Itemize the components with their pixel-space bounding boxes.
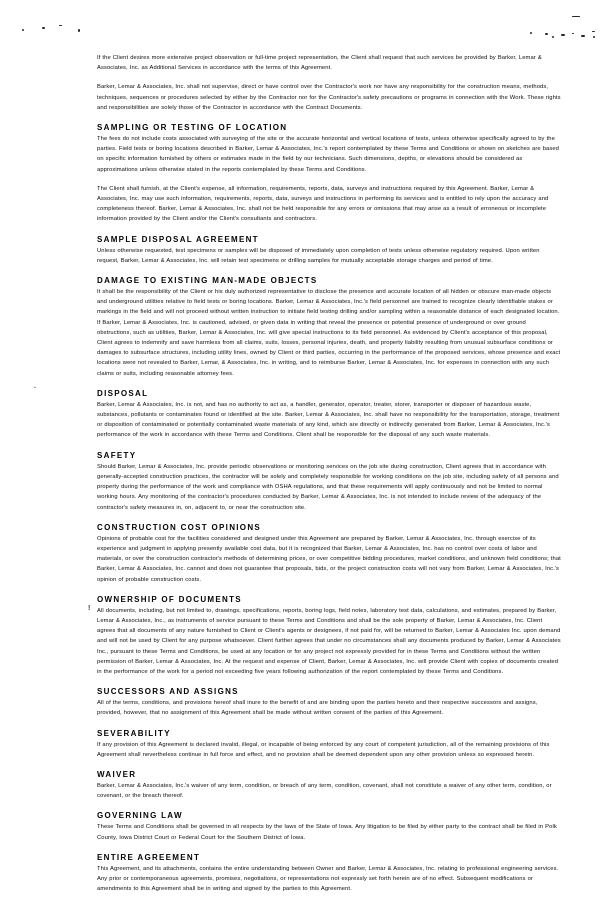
- section-severability: [97, 729, 561, 760]
- scan-noise-speck: [59, 25, 62, 26]
- section-heading: GOVERNING LAW: [97, 811, 183, 821]
- scan-noise-margin-dot: .: [34, 383, 36, 390]
- section-safety: [97, 451, 561, 513]
- scan-noise-speck: [561, 34, 565, 36]
- section-sampling-or-testing-of-location: [97, 123, 561, 225]
- section-paragraph: The fees do not include costs associated with surveying of the site or the accurate horizontal and vertical locations of tests, unless otherwise specifically agreed to by the parties. Field tests or boring locations described in Barker, Lemar & Associates, Inc.'s report contemplated by these Terms and Conditions or shown on sketches are based on specific information furnished by others or estimates made in the field by our technicians. Such dimensions, depths, or elevations should be considered as approximations unless otherwise stated in the reports contemplated by these Terms and Conditions.: [97, 136, 560, 173]
- scan-noise-speck: [572, 16, 580, 17]
- scan-noise-speck: [592, 31, 595, 32]
- section-paragraph: It shall be the responsibility of the Client or his duly authorized representative to disclose the presence and accurate location of all hidden or obscure man-made objects and underground utilities relative to field tests or boring locations. Barker, Lemar & Associates, Inc.'s field personnel are trained to recognize clearly identifiable stakes or markings in the field and will not proceed without written instruction to initiate field testing drilling and/or sampling within a reasonable distance of each designated location. If Barker, Lemar & Associates, Inc. is cautioned, advised, or given data in writing that reveal the presence or potential presence of underground or over ground obstructions, such as utilities, Barker, Lemar & Associates, Inc. will give special instructions to its field personnel. As evidenced by Client's acceptance of this proposal, Client agrees to indemnify and save harmless from all claims, suits, losses, personal injuries, death, and property liability resulting from unusual subsurface conditions or damages to subsurface structures, including utility lines, owned by Client or third parties, occurring in the performance of the proposed services, whose presence and exact locations were not revealed to Barker, Lemar, & Associates, Inc. in writing, and to reimburse Barker, Lemar & Associates, Inc. for expenses in connection with any such claims or suits, including reasonable attorney fees.: [97, 289, 561, 377]
- section-entire-agreement: [97, 853, 561, 895]
- scan-noise-speck: [593, 36, 595, 38]
- section-heading: CONSTRUCTION COST OPINIONS: [97, 522, 262, 532]
- scan-noise-speck: [581, 35, 585, 37]
- section-paragraph: This Agreement, and its attachments, contains the entire understanding between Owner and Barker, Lemar & Associates, Inc. relating to professional engineering services. Any prior or contemporaneous agreements, promises, negotiations, or representations not expressly set forth herein are of no effect. Subsequent modifications or amendments to this Agreement shall be in writing and signed by the parties to this Agreement.: [97, 865, 559, 893]
- section-heading: WAIVER: [97, 769, 137, 779]
- section-heading: SUCCESSORS AND ASSIGNS: [97, 687, 239, 697]
- scan-noise-speck: [42, 27, 45, 29]
- section-paragraph: If any provision of this Agreement is declared invalid, illegal, or incapable of being enforced by any court of competent jurisdiction, all of the remaining provisions of this Agreement shall nevertheless continue in full force and effect, and no provision shall be deemed dependent upon any other provision unless so expressed herein.: [97, 741, 550, 758]
- intro-paragraph: If the Client desires more extensive project observation or full-time project representation, the Client shall request that such services be provided by Barker, Lemar & Associates, Inc. as Additional Services in accordance with the terms of this Agreement.: [97, 55, 542, 72]
- section-ownership-of-documents: [97, 595, 561, 677]
- section-paragraph: Barker, Lemar & Associates, Inc. is not, and has no authority to act as, a handler, generator, operator, treater, storer, transporter or disposer of hazardous waste, substances, pollutants or contaminates found or identified at the site. Barker, Lemar & Associates, Inc. shall have no responsibility for the transportation, storage, treatment or disposition of contaminated or potentially contaminated waste materials of any kind, which are directly or indirectly generated from Barker, Lemar & Associates, Inc.'s performance of the work in accordance with these Terms and Conditions. Client shall be responsible for the disposal of any such waste materials.: [97, 401, 560, 439]
- scan-noise-margin-exclamation: !: [88, 605, 91, 612]
- section-paragraph: Opinions of probable cost for the facilities considered and designed under this Agreement are prepared by Barker, Lemar & Associates, Inc. through exercise of its experience and judgment in applying presently available cost data, but it is recognized that Barker, Lemar & Associates, Inc. has no control over costs of labor and materials, or over the construction contractor's methods of determining prices, or over competitive bidding procedures, market conditions, and unknown field conditions; that Barker, Lemar & Associates, Inc. cannot and does not guarantee that proposals, bids, or the project construction costs will not vary from Barker, Lemar & Associates, Inc.'s opinion of probable construction costs.: [97, 535, 561, 583]
- section-heading: DISPOSAL: [97, 388, 149, 398]
- scan-noise-speck: [572, 33, 574, 34]
- section-paragraph: The Client shall furnish, at the Client's expense, all information, requirements, reports, data, surveys and instructions required by this Agreement. Barker, Lemar & Associates, Inc. may use such information, requirements, reports, data, surveys and instructions in performing its services and is entitled to rely upon the accuracy and completeness thereof. Barker, Lemar & Associates, Inc. shall not be held responsible for any errors or omissions that may arise as a result of erroneous or incomplete information provided by the Client and/or the Client's consultants and contractors.: [97, 185, 549, 223]
- intro-paragraph: Barker, Lemar & Associates, Inc. shall not supervise, direct or have control over the Contractor's work nor have any responsibility for the construction means, methods, techniques, sequences or procedures selected by either by the Contractor nor for the Contractor's safety precautions or programs in connection with the Work. These rights and responsibilities are solely those of the Contractor in accordance with the Contract Documents.: [97, 84, 561, 111]
- section-heading: SAMPLE DISPOSAL AGREEMENT: [97, 234, 259, 244]
- document-body: [97, 53, 561, 903]
- section-heading: ENTIRE AGREEMENT: [97, 852, 201, 862]
- section-heading: DAMAGE TO EXISTING MAN-MADE OBJECTS: [97, 276, 318, 286]
- section-disposal: [97, 389, 561, 441]
- section-waiver: [97, 770, 561, 801]
- section-paragraph: Unless otherwise requested, test specimens or samples will be disposed of immediately upon completion of tests unless otherwise regulatory required. Upon written request, Barker, Lemar & Associates, Inc. will retain test specimens or drilling samples for mutually acceptable storage charges and period of time.: [97, 247, 540, 264]
- section-governing-law: [97, 811, 561, 842]
- section-sample-disposal-agreement: [97, 235, 561, 266]
- scan-noise-speck: [545, 33, 548, 35]
- scan-noise-speck: [22, 29, 24, 31]
- section-successors-and-assigns: [97, 687, 561, 718]
- section-paragraph: Barker, Lemar & Associates, Inc.'s waiver of any term, condition, or breach of any term, condition, covenant, shall not constitute a waiver of any other term, condition, or covenant, or the breach thereof.: [97, 782, 552, 800]
- section-damage-to-existing-man-made-objects: [97, 276, 561, 379]
- section-paragraph: Should Barker, Lemar & Associates, Inc. provide periodic observations or monitoring services on the job site during construction, Client agrees that in accordance with generally-accepted construction practices, the contractor will be solely and completely responsible for working conditions on the job site, including safety of all persons and property during the performance of the work and compliance with OSHA regulations, and that these requirements will apply continuously and not be limited to normal working hours. Any monitoring of the contractor's procedures conducted by Barker, Lemar & Associates, Inc. is not intended to include review of the adequacy of the contractor's safety measures in, on, adjacent to, or near the construction site.: [97, 463, 559, 511]
- section-paragraph: All documents, including, but not limited to, drawings, specifications, reports, boring logs, field notes, laboratory test data, calculations, and estimates, prepared by Barker, Lemar & Associates, Inc., as instruments of service pursuant to these Terms and Conditions and shall be the sole property of Barker, Lemar & Associates, Inc. Client agrees that all documents of any nature furnished to Client or Client's agents or designees, if not paid for, will be returned to Barker, Lemar & Associates Inc. upon demand and will not be used by Client for any purpose whatsoever. Client further agrees that under no circumstances shall any documents produced by Barker, Lemar & Associates Inc., pursuant to these Terms and Conditions, be used at any location or for any project not expressly provided for in these Terms and Conditions without the written permission of Barker, Lemar & Associates, Inc. At the request and expense of Client, Barker, Lemar & Associates, Inc. will provide Client with copies of documents created in the performance of the work for a period not exceeding five years following authorization of the report contemplated by these Terms and Conditions.: [97, 607, 561, 675]
- scan-noise-speck: [78, 29, 80, 32]
- section-construction-cost-opinions: [97, 523, 561, 585]
- section-heading: SAMPLING OR TESTING OF LOCATION: [97, 123, 288, 133]
- section-paragraph: All of the terms, conditions, and provisions hereof shall inure to the benefit of and are binding upon the parties hereto and their respective successors and assigns, provided, however, that no assignment of this Agreement shall be made without written consent of the parties of this Agreement.: [97, 700, 538, 717]
- section-heading: SAFETY: [97, 450, 137, 460]
- section-paragraph: These Terms and Conditions shall be governed in all respects by the laws of the State of Iowa. Any litigation to be filed by either party to the contract shall be filed in Polk County, Iowa District Court or Federal Court for the Southern District of Iowa.: [97, 824, 557, 841]
- section-heading: OWNERSHIP OF DOCUMENTS: [97, 594, 242, 604]
- scan-noise-speck: [530, 32, 532, 34]
- scan-noise-speck: [552, 36, 554, 38]
- section-heading: SEVERABILITY: [97, 728, 171, 738]
